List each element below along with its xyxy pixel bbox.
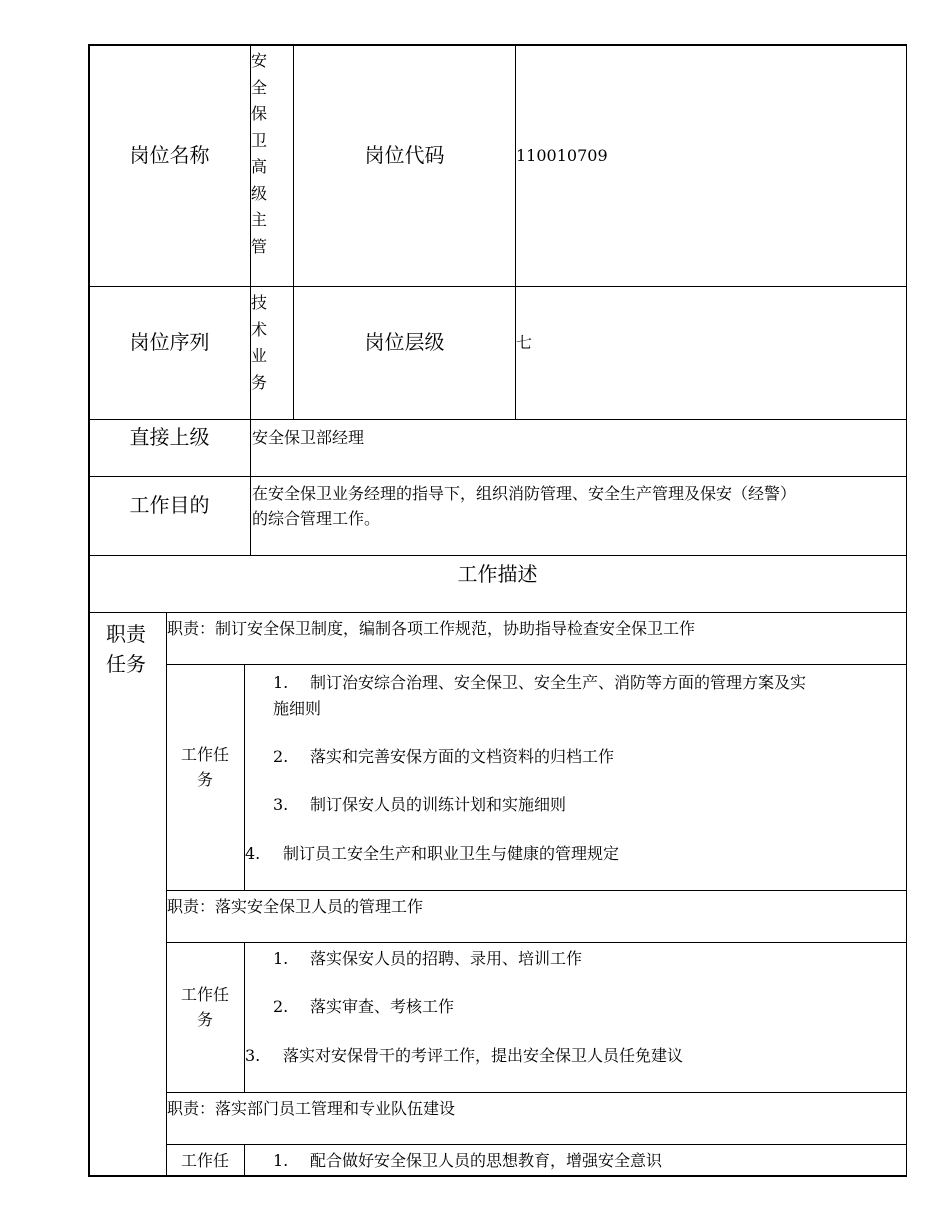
duty-2: 职责：落实安全保卫人员的管理工作 xyxy=(167,897,424,916)
task-1-1-num: 1. xyxy=(273,673,289,692)
task-label-1b: 务 xyxy=(196,770,213,789)
post-name-value: 安全保卫高级主管 xyxy=(251,51,268,256)
task-2-2-line1: 落实审查、考核工作 xyxy=(310,997,455,1016)
description-title: 工作描述 xyxy=(457,562,538,586)
post-code-label: 岗位代码 xyxy=(364,143,445,167)
task-label-2b: 务 xyxy=(196,1010,213,1029)
task-3-1-line1: 配合做好安全保卫人员的思想教育，增强安全意识 xyxy=(310,1151,663,1170)
table-border-bottom xyxy=(88,1175,907,1177)
task-2-3-num: 3. xyxy=(245,1046,261,1065)
table-border-right xyxy=(906,44,908,1176)
task-1-1-line1: 制订治安综合治理、安全保卫、安全生产、消防等方面的管理方案及实 xyxy=(310,673,807,692)
superior-value: 安全保卫部经理 xyxy=(252,428,365,447)
task-1-4-line1: 制订员工安全生产和职业卫生与健康的管理规定 xyxy=(283,844,620,863)
task-2-1-line1: 落实保安人员的招聘、录用、培训工作 xyxy=(310,949,583,968)
duty-task-label-1: 职责 xyxy=(106,622,146,646)
duty-3: 职责：落实部门员工管理和专业队伍建设 xyxy=(167,1099,456,1118)
purpose-line-1: 在安全保卫业务经理的指导下，组织消防管理、安全生产管理及保安（经警） xyxy=(252,484,797,503)
task-1-3-num: 3. xyxy=(273,795,289,814)
task-1-1-line2: 施细则 xyxy=(273,699,322,718)
table-border-top xyxy=(88,44,907,46)
task-1-4-num: 4. xyxy=(245,844,261,863)
level-value: 七 xyxy=(516,333,533,352)
task-label-3a: 工作任 xyxy=(180,1151,229,1170)
level-label: 岗位层级 xyxy=(364,330,445,354)
duty-1: 职责：制订安全保卫制度，编制各项工作规范，协助指导检查安全保卫工作 xyxy=(167,619,696,638)
table-border-left xyxy=(88,44,90,1176)
duty-task-label-2: 任务 xyxy=(106,652,146,676)
sequence-value: 技术业务 xyxy=(251,293,268,392)
task-1-2-num: 2. xyxy=(273,747,289,766)
task-3-1-num: 1. xyxy=(273,1151,289,1170)
task-1-2-line1: 落实和完善安保方面的文档资料的归档工作 xyxy=(310,747,615,766)
superior-label: 直接上级 xyxy=(129,425,210,449)
purpose-line-2: 的综合管理工作。 xyxy=(252,509,381,528)
task-2-2-num: 2. xyxy=(273,997,289,1016)
task-2-1-num: 1. xyxy=(273,949,289,968)
sequence-label: 岗位序列 xyxy=(129,330,210,354)
task-2-3-line1: 落实对安保骨干的考评工作，提出安全保卫人员任免建议 xyxy=(283,1046,684,1065)
task-label-1a: 工作任 xyxy=(180,745,229,764)
post-name-label: 岗位名称 xyxy=(129,143,210,167)
task-label-2a: 工作任 xyxy=(180,985,229,1004)
purpose-label: 工作目的 xyxy=(129,493,210,517)
task-1-3-line1: 制订保安人员的训练计划和实施细则 xyxy=(310,795,567,814)
post-code-value: 110010709 xyxy=(516,146,608,165)
